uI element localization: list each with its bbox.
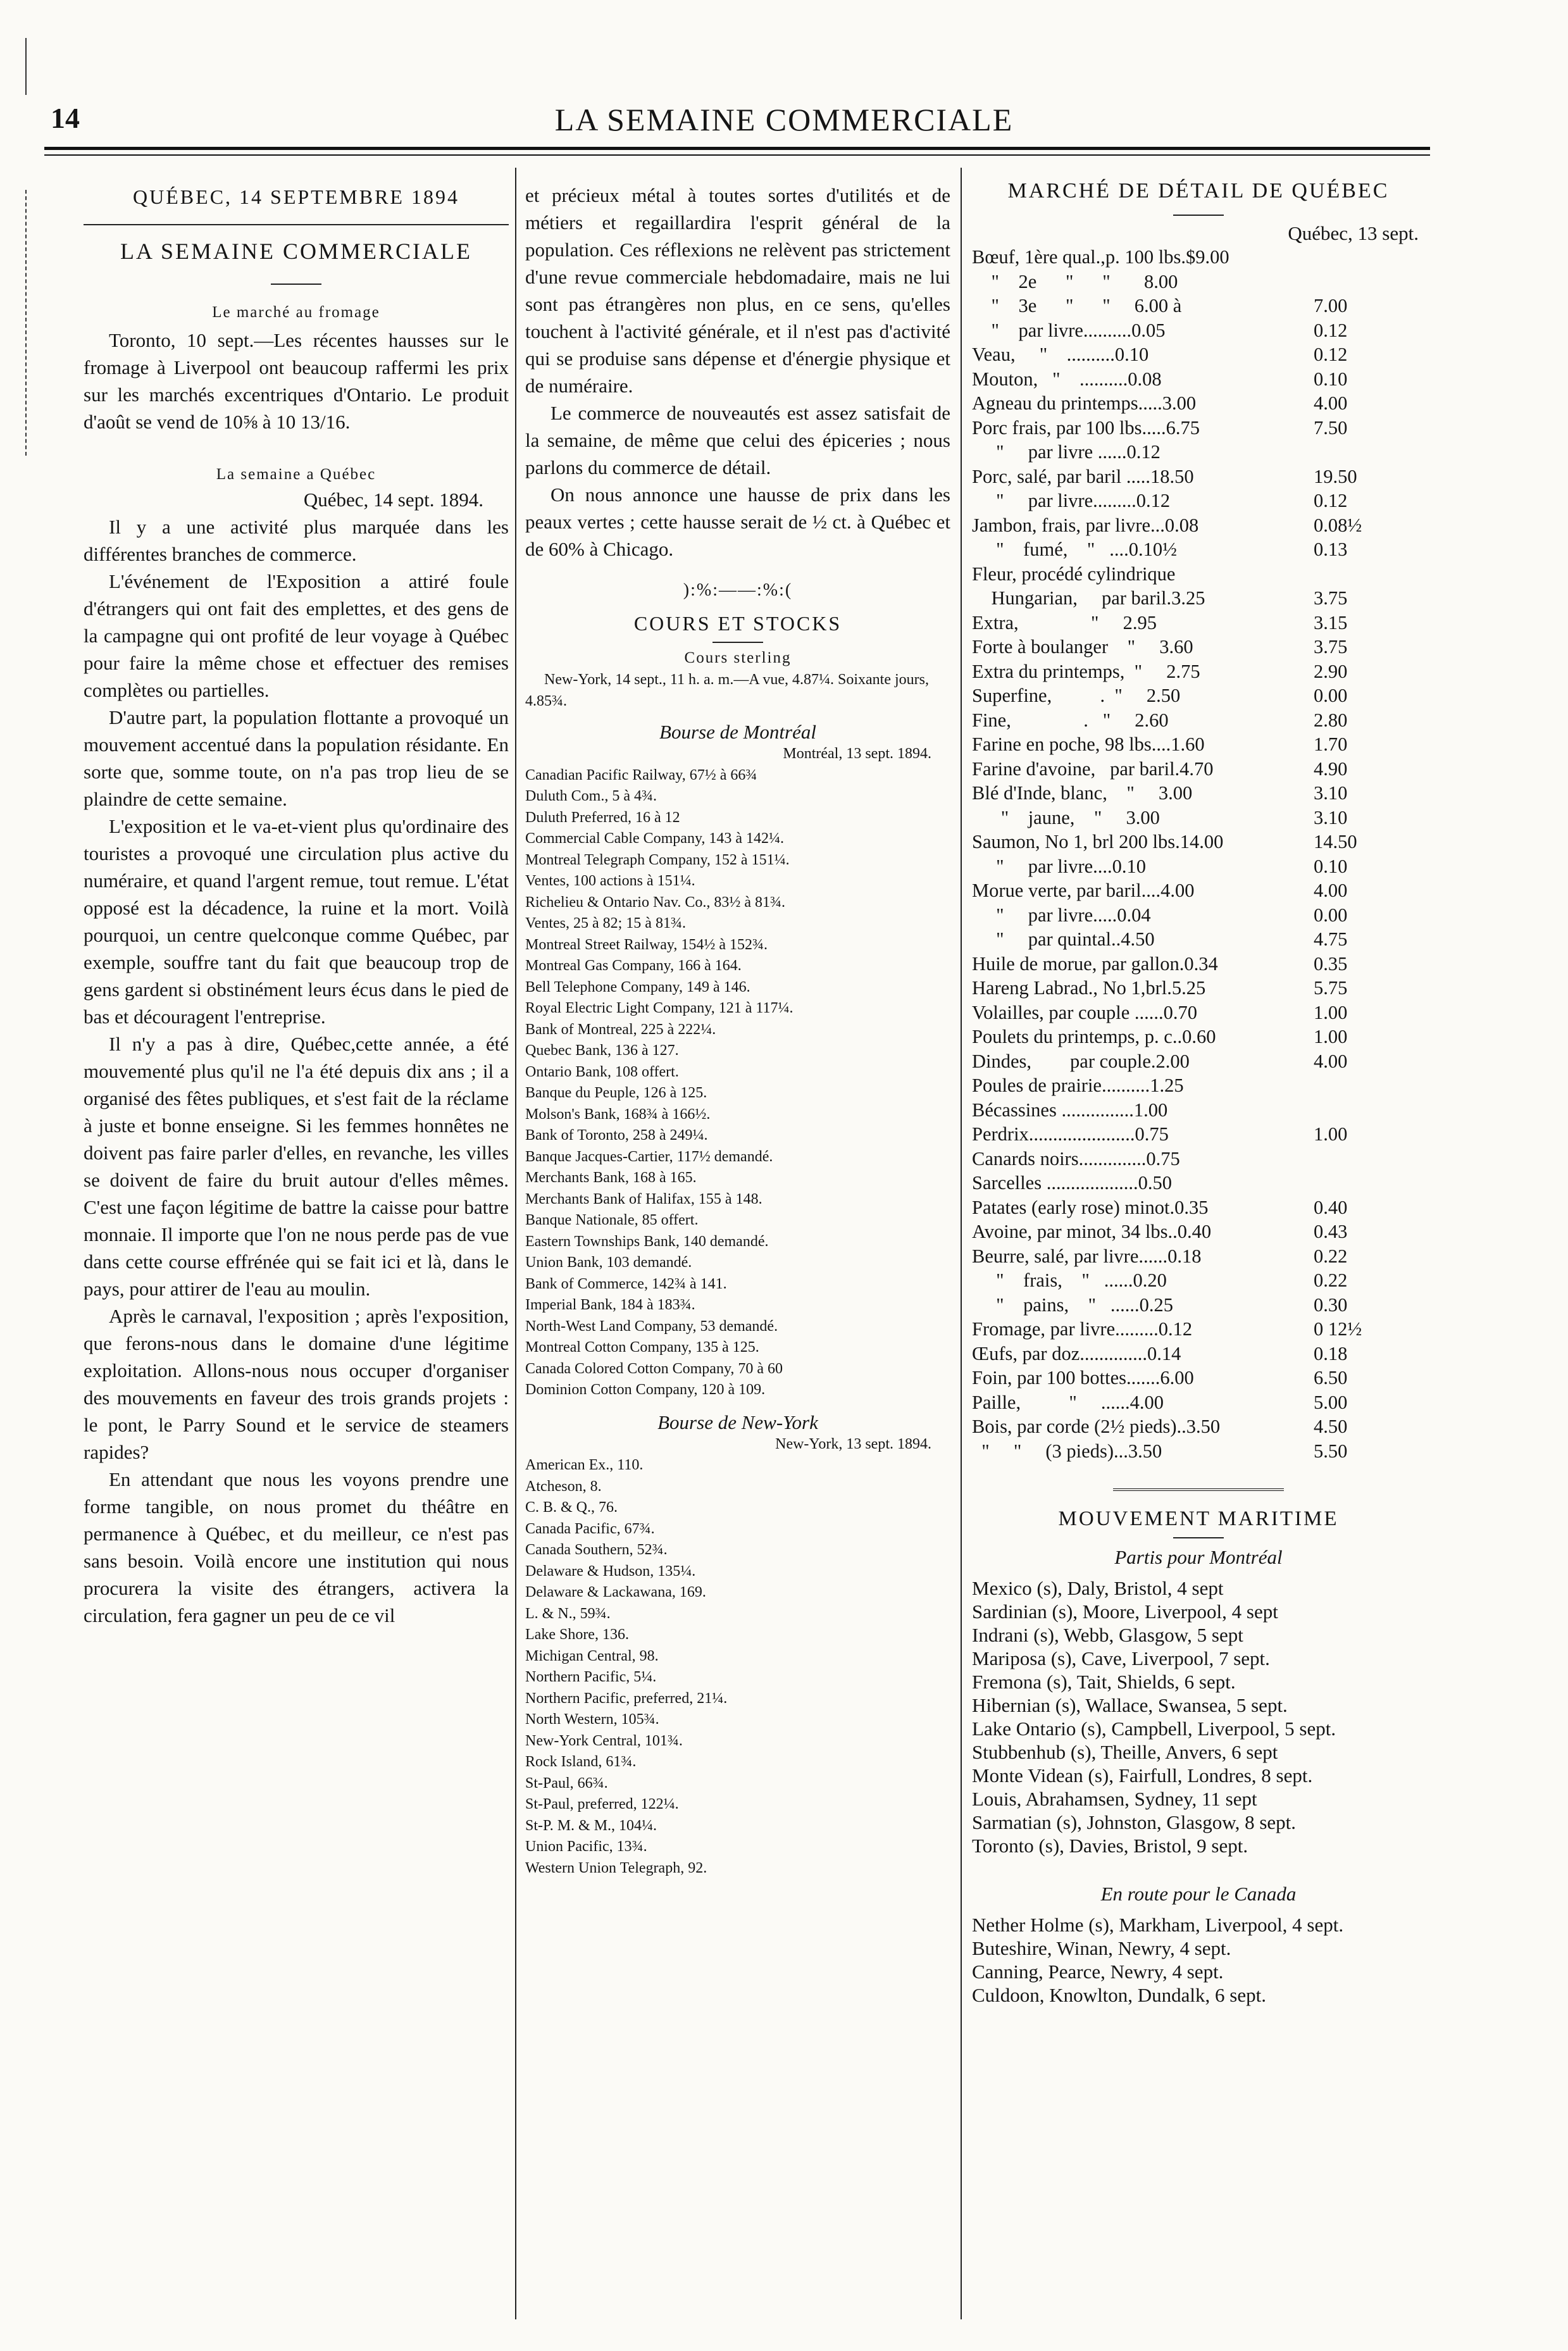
- market-item: " 2e " " 8.00: [972, 270, 1178, 292]
- montreal-list: [525, 765, 950, 1401]
- market-row: [972, 318, 1425, 343]
- market-row: [972, 1098, 1425, 1123]
- stock-quote: Delaware & Lackawana, 169.: [525, 1584, 706, 1600]
- market-price-high: 7.00: [1314, 295, 1348, 316]
- market-row: [972, 440, 1425, 465]
- stock-quote: C. B. & Q., 76.: [525, 1499, 618, 1516]
- sterling-heading: Cours sterling: [684, 649, 792, 666]
- market-item: Bécassines ...............1.00: [972, 1099, 1168, 1121]
- market-date: Québec, 13 sept.: [1288, 222, 1419, 244]
- stock-quote: Banque Nationale, 85 offert.: [525, 1212, 699, 1228]
- market-price-high: 0.40: [1314, 1196, 1348, 1218]
- market-item: Forte à boulanger " 3.60: [972, 636, 1193, 658]
- market-price-high: [1314, 1098, 1425, 1123]
- market-price-high: 5.50: [1314, 1440, 1348, 1462]
- paragraph: Le commerce de nouveautés est assez satisfait de la semaine, de même que celui des épiceries ; nous parlons du commerce de détail.: [525, 402, 950, 478]
- market-row: [972, 1219, 1425, 1244]
- stock-quote: Commercial Cable Company, 143 à 142¼.: [525, 830, 785, 847]
- market-price-high: 0.12: [1314, 490, 1348, 511]
- market-price-high: [1314, 440, 1425, 465]
- paragraph: D'autre part, la population flottante a provoqué un mouvement accentué dans la population résidante. En sorte que, somme toute, on n'a pas trop lieu de se plaindre de cette semaine.: [84, 706, 509, 810]
- market-row: [972, 1390, 1425, 1415]
- market-row: [972, 611, 1425, 635]
- market-price-high: 19.50: [1314, 465, 1357, 487]
- market-item: Blé d'Inde, blanc, " 3.00: [972, 782, 1193, 804]
- stock-quote: Canada Pacific, 67¾.: [525, 1520, 655, 1537]
- stock-quote: Canada Colored Cotton Company, 70 à 60: [525, 1360, 783, 1377]
- market-item: " par livre....0.10: [972, 855, 1147, 877]
- divider: [84, 224, 509, 225]
- market-row: [972, 537, 1425, 562]
- market-price-high: 0.22: [1314, 1269, 1348, 1291]
- market-price-high: 1.00: [1314, 1123, 1348, 1145]
- market-price-high: 2.90: [1314, 660, 1348, 682]
- paragraph: Il n'y a pas à dire, Québec,cette année, a été mouvementé plus qu'il ne l'a été depuis dix ans ; il a organisé des fêtes publiques, et s'est fait de la réclame à juste et bonne enseigne. Si les femmes honnêtes ne doivent pas faire parler d'elles, en revanche, les villes se doivent de faire du bruit autour d'elles mêmes. C'est une façon légitime de battre la caisse pour battre monnaie. Il importe que l'on ne nous perde pas de vue dans cette course effrénée qui se fait ici et là, dans le pays, pour attirer de l'eau au moulin.: [84, 1033, 509, 1300]
- market-row: [972, 854, 1425, 879]
- stock-quote: Michigan Central, 98.: [525, 1647, 659, 1664]
- paragraph: L'exposition et le va-et-vient plus qu'ordinaire des touristes a provoqué une circulation plus active du numéraire, et quand l'argent remue, tout remue. L'état opposé est la décadence, la ruine et la mort. Voilà pourquoi, un centre quelconque comme Québec, par exemple, souffre tant du fait que beaucoup trop de gens gardent si obstinément leurs écus dans le pied de bas et découragent l'entreprise.: [84, 815, 509, 1028]
- market-item: Avoine, par minot, 34 lbs..0.40: [972, 1221, 1212, 1242]
- cours-title: COURS ET STOCKS: [633, 612, 842, 635]
- stock-quote: Ontario Bank, 108 offert.: [525, 1063, 679, 1080]
- ship-entry: Hibernian (s), Wallace, Swansea, 5 sept.: [972, 1694, 1288, 1716]
- market-row: [972, 683, 1425, 708]
- ny-heading: Bourse de New-York: [657, 1411, 818, 1433]
- stock-quote: Bank of Montreal, 225 à 222¼.: [525, 1021, 716, 1038]
- market-price-high: 4.50: [1314, 1416, 1348, 1437]
- market-row: [972, 659, 1425, 684]
- market-item: " par quintal..4.50: [972, 928, 1155, 950]
- market-row: [972, 342, 1425, 367]
- market-row: [972, 1025, 1425, 1049]
- stock-quote: Bank of Commerce, 142¾ à 141.: [525, 1275, 727, 1292]
- ship-entry: Lake Ontario (s), Campbell, Liverpool, 5 sept.: [972, 1718, 1336, 1740]
- stock-quote: Ventes, 100 actions à 151¼.: [525, 873, 695, 889]
- margin-mark: [25, 38, 27, 95]
- market-row: [972, 781, 1425, 806]
- market-row: [972, 806, 1425, 830]
- market-item: Beurre, salé, par livre......0.18: [972, 1245, 1202, 1267]
- market-row: [972, 830, 1425, 854]
- market-price-high: 14.50: [1314, 831, 1357, 852]
- market-row: [972, 294, 1425, 318]
- stock-quote: American Ex., 110.: [525, 1457, 644, 1473]
- ornament: ):%:——:%:(: [683, 580, 793, 600]
- ornament-rule: [1113, 1488, 1284, 1491]
- market-price-high: 0.22: [1314, 1245, 1348, 1267]
- ship-entry: Culdoon, Knowlton, Dundalk, 6 sept.: [972, 1984, 1266, 2006]
- stock-quote: St-Paul, 66¾.: [525, 1774, 608, 1792]
- market-item: Extra du printemps, " 2.75: [972, 660, 1200, 682]
- market-price-high: 3.75: [1314, 587, 1348, 609]
- stock-quote: Montreal Cotton Company, 135 à 125.: [525, 1339, 759, 1356]
- market-price-high: 1.70: [1314, 733, 1348, 755]
- market-title: MARCHÉ DE DÉTAIL DE QUÉBEC: [1007, 179, 1390, 203]
- market-item: Fine, . " 2.60: [972, 709, 1169, 731]
- market-item: Farine en poche, 98 lbs....1.60: [972, 733, 1205, 755]
- market-item: Extra, " 2.95: [972, 611, 1157, 633]
- stock-quote: Duluth Preferred, 16 à 12: [525, 809, 680, 826]
- market-row: [972, 976, 1425, 1001]
- stock-quote: Merchants Bank of Halifax, 155 à 148.: [525, 1190, 762, 1207]
- stock-quote: Bank of Toronto, 258 à 249¼.: [525, 1127, 708, 1144]
- divider: [271, 284, 321, 285]
- divider: [712, 642, 763, 643]
- stock-quote: Delaware & Hudson, 135¼.: [525, 1562, 696, 1580]
- ship-entry: Canning, Pearce, Newry, 4 sept.: [972, 1961, 1224, 1983]
- stock-quote: Northern Pacific, preferred, 21¼.: [525, 1690, 728, 1707]
- market-row: [972, 489, 1425, 513]
- market-row: [972, 1171, 1425, 1195]
- ship-entry: Sardinian (s), Moore, Liverpool, 4 sept: [972, 1600, 1278, 1623]
- market-price-high: 3.75: [1314, 636, 1348, 658]
- market-row: [972, 757, 1425, 782]
- page-title: LA SEMAINE COMMERCIALE: [554, 102, 1014, 137]
- section-date: Québec, 14 sept. 1894.: [303, 489, 483, 511]
- maritime-title: MOUVEMENT MARITIME: [1058, 1507, 1339, 1530]
- market-row: [972, 1268, 1425, 1293]
- market-item: Fromage, par livre.........0.12: [972, 1318, 1193, 1340]
- market-table: [972, 245, 1425, 1463]
- ship-entry: Monte Videan (s), Fairfull, Londres, 8 sept.: [972, 1764, 1313, 1787]
- market-price-high: 0.00: [1314, 685, 1348, 706]
- paragraph: En attendant que nous les voyons prendre une forme tangible, on nous promet du théâtre en permanence à Québec, et du meilleur, ce n'est pas sans besoin. Voilà encore une institution qui nous procurera la visite des étrangers, activera la circulation, fera gagner un peu de ce vil: [84, 1468, 509, 1626]
- market-item: Foin, par 100 bottes.......6.00: [972, 1367, 1194, 1388]
- stock-quote: Ventes, 25 à 82; 15 à 81¾.: [525, 915, 686, 932]
- stock-quote: Canada Southern, 52¾.: [525, 1542, 668, 1558]
- market-item: Canards noirs..............0.75: [972, 1147, 1180, 1169]
- market-row: [972, 1147, 1425, 1171]
- ship-entry: Mexico (s), Daly, Bristol, 4 sept: [972, 1577, 1224, 1599]
- market-price-high: [1314, 1171, 1425, 1195]
- market-price-high: 6.50: [1314, 1367, 1348, 1388]
- stock-quote: North-West Land Company, 53 demandé.: [525, 1318, 778, 1335]
- market-item: " par livre.........0.12: [972, 490, 1171, 511]
- stock-quote: Eastern Townships Bank, 140 demandé.: [525, 1233, 769, 1250]
- market-row: [972, 708, 1425, 733]
- ny-list: [525, 1455, 950, 1879]
- stock-quote: Western Union Telegraph, 92.: [525, 1859, 707, 1876]
- market-row: [972, 927, 1425, 952]
- market-row: [972, 562, 1425, 587]
- market-price-high: [1314, 245, 1425, 270]
- market-row: [972, 270, 1425, 294]
- market-row: [972, 1049, 1425, 1074]
- column-divider: [961, 168, 962, 2319]
- stock-quote: Montreal Telegraph Company, 152 à 151¼.: [525, 851, 790, 868]
- market-row: [972, 1122, 1425, 1147]
- partis-list: [972, 1576, 1425, 1857]
- market-price-high: 4.75: [1314, 928, 1348, 950]
- stock-quote: Lake Shore, 136.: [525, 1626, 629, 1643]
- market-row: [972, 1001, 1425, 1025]
- stock-quote: St-P. M. & M., 104¼.: [525, 1817, 657, 1834]
- paragraph: Après le carnaval, l'exposition ; après l'exposition, que ferons-nous dans le domaine d'une légitime exploitation. Allons-nous nous occuper d'organiser des mouvements en faveur des trois grands projets : le pont, le Parry Sound et le service de steamers rapides?: [84, 1305, 509, 1463]
- ship-entry: Fremona (s), Tait, Shields, 6 sept.: [972, 1671, 1236, 1693]
- stock-quote: Bell Telephone Company, 149 à 146.: [525, 978, 750, 995]
- market-item: Poulets du printemps, p. c..0.60: [972, 1026, 1216, 1047]
- market-item: Farine d'avoine, par baril.4.70: [972, 758, 1214, 780]
- market-row: [972, 1244, 1425, 1269]
- market-row: [972, 391, 1425, 416]
- stock-quote: L. & N., 59¾.: [525, 1605, 611, 1622]
- market-price-high: 0.12: [1314, 319, 1348, 341]
- stock-quote: Montreal Gas Company, 166 à 164.: [525, 957, 742, 974]
- market-item: Porc, salé, par baril .....18.50: [972, 465, 1194, 487]
- market-row: [972, 586, 1425, 611]
- market-item: Poules de prairie..........1.25: [972, 1075, 1184, 1096]
- market-item: Œufs, par doz..............0.14: [972, 1342, 1181, 1364]
- montreal-date: Montréal, 13 sept. 1894.: [783, 745, 931, 762]
- market-row: [972, 1439, 1425, 1464]
- market-price-high: 0.35: [1314, 952, 1348, 975]
- market-item: " jaune, " 3.00: [972, 806, 1160, 828]
- montreal-heading: Bourse de Montréal: [659, 721, 816, 743]
- dateline: QUÉBEC, 14 SEPTEMBRE 1894: [133, 185, 459, 208]
- stock-quote: Canadian Pacific Railway, 67½ à 66¾: [525, 766, 757, 783]
- market-item: Fleur, procédé cylindrique: [972, 563, 1176, 585]
- stock-quote: Banque Jacques-Cartier, 117½ demandé.: [525, 1148, 773, 1165]
- market-row: [972, 245, 1425, 270]
- market-price-high: 1.00: [1314, 1001, 1348, 1023]
- divider: [1173, 215, 1224, 216]
- section-heading: La semaine a Québec: [216, 466, 376, 483]
- stock-quote: Quebec Bank, 136 à 127.: [525, 1042, 679, 1059]
- stock-quote: Montreal Street Railway, 154½ à 152¾.: [525, 936, 768, 953]
- ship-entry: Louis, Abrahamsen, Sydney, 11 sept: [972, 1788, 1257, 1810]
- market-item: " 3e " " 6.00 à: [972, 295, 1182, 316]
- column-2: [525, 168, 950, 1879]
- market-item: Morue verte, par baril....4.00: [972, 880, 1195, 901]
- page-number: 14: [51, 102, 80, 134]
- stock-quote: Dominion Cotton Company, 120 à 109.: [525, 1381, 766, 1398]
- market-price-high: 0.00: [1314, 904, 1348, 926]
- market-item: Jambon, frais, par livre...0.08: [972, 514, 1199, 536]
- market-item: " pains, " ......0.25: [972, 1294, 1174, 1316]
- market-item: Dindes, par couple.2.00: [972, 1050, 1190, 1072]
- market-price-high: 5.75: [1314, 977, 1348, 999]
- section-heading: Le marché au fromage: [212, 304, 380, 321]
- paragraph: et précieux métal à toutes sortes d'utilités et de métiers et regaillardira l'esprit général de la population. Ces réflexions ne relèvent pas strictement d'une revue commerciale hebdomadaire, mais ne lui sont pas étrangères non plus, en ce sens, qu'elles touchent à l'activité générale, et il n'est pas d'activité qui se produise sans dépense et d'énergie physique et de numéraire.: [525, 184, 950, 397]
- market-price-high: [1314, 1073, 1425, 1098]
- market-item: Superfine, . " 2.50: [972, 685, 1181, 706]
- market-price-high: [1314, 1147, 1425, 1171]
- column-divider: [515, 168, 516, 2319]
- market-price-high: 7.50: [1314, 416, 1348, 439]
- market-price-high: 1.00: [1314, 1026, 1348, 1047]
- stock-quote: Imperial Bank, 184 à 183¾.: [525, 1297, 695, 1313]
- market-item: Porc frais, par 100 lbs.....6.75: [972, 416, 1200, 439]
- route-list: [972, 1913, 1425, 2007]
- sterling-text: New-York, 14 sept., 11 h. a. m.—A vue, 4.87¼. Soixante jours, 4.85¾.: [525, 671, 929, 709]
- market-row: [972, 878, 1425, 903]
- market-item: Hungarian, par baril.3.25: [972, 587, 1205, 609]
- market-price-high: 0 12½: [1314, 1318, 1362, 1340]
- ship-entry: Nether Holme (s), Markham, Liverpool, 4 sept.: [972, 1914, 1344, 1936]
- market-item: Paille, " ......4.00: [972, 1391, 1164, 1413]
- market-item: Mouton, " ..........0.08: [972, 368, 1162, 390]
- market-item: Veau, " ..........0.10: [972, 344, 1149, 365]
- market-item: Sarcelles ...................0.50: [972, 1172, 1172, 1194]
- market-price-high: [1314, 270, 1425, 294]
- market-price-high: 0.08½: [1314, 514, 1362, 536]
- stock-quote: Merchants Bank, 168 à 165.: [525, 1169, 697, 1186]
- masthead: LA SEMAINE COMMERCIALE: [120, 239, 472, 264]
- market-row: [972, 1342, 1425, 1366]
- market-item: Bœuf, 1ère qual.,p. 100 lbs.$9.00: [972, 246, 1229, 268]
- market-price-high: 0.43: [1314, 1221, 1348, 1242]
- market-item: " frais, " ......0.20: [972, 1269, 1167, 1291]
- market-price-high: 3.10: [1314, 782, 1348, 804]
- column-3: [972, 168, 1425, 2007]
- market-item: Huile de morue, par gallon.0.34: [972, 952, 1218, 975]
- stock-quote: Molson's Bank, 168¾ à 166½.: [525, 1106, 711, 1123]
- market-price-high: 0.10: [1314, 855, 1348, 877]
- market-row: [972, 903, 1425, 928]
- market-item: Bois, par corde (2½ pieds)..3.50: [972, 1416, 1221, 1437]
- market-item: Hareng Labrad., No 1,brl.5.25: [972, 977, 1206, 999]
- market-price-high: 4.00: [1314, 392, 1348, 414]
- market-item: " par livre..........0.05: [972, 319, 1166, 341]
- stock-quote: Atcheson, 8.: [525, 1478, 602, 1495]
- market-item: Perdrix......................0.75: [972, 1123, 1169, 1145]
- market-item: " par livre ......0.12: [972, 441, 1160, 463]
- stock-quote: Richelieu & Ontario Nav. Co., 83½ à 81¾.: [525, 894, 786, 911]
- market-row: [972, 367, 1425, 392]
- article-body: [84, 513, 509, 1629]
- margin-mark: [25, 190, 27, 456]
- market-price-high: [1314, 562, 1425, 587]
- market-price-high: 0.30: [1314, 1294, 1348, 1316]
- ship-entry: Stubbenhub (s), Theille, Anvers, 6 sept: [972, 1741, 1278, 1763]
- market-price-high: 4.00: [1314, 1050, 1348, 1072]
- stock-quote: Royal Electric Light Company, 121 à 117¼.: [525, 1000, 793, 1016]
- paragraph: On nous annonce une hausse de prix dans les peaux vertes ; cette hausse serait de ½ ct. à Québec et de 60% à Chicago.: [525, 483, 950, 560]
- market-row: [972, 1293, 1425, 1318]
- market-price-high: 0.12: [1314, 344, 1348, 365]
- market-row: [972, 1195, 1425, 1220]
- ship-entry: Sarmatian (s), Johnston, Glasgow, 8 sept.: [972, 1811, 1297, 1833]
- divider: [1173, 1537, 1224, 1538]
- market-item: Patates (early rose) minot.0.35: [972, 1196, 1209, 1218]
- paragraph: L'événement de l'Exposition a attiré foule d'étrangers qui ont fait des emplettes, et des gens de la campagne qui ont profité de leur voyage à Québec pour faire la même chose et effectuer des remises complètes ou partielles.: [84, 570, 509, 701]
- paragraph: Il y a une activité plus marquée dans les différentes branches de commerce.: [84, 516, 509, 565]
- market-row: [972, 1073, 1425, 1098]
- market-item: Agneau du printemps.....3.00: [972, 392, 1197, 414]
- market-price-high: 0.18: [1314, 1342, 1348, 1364]
- market-row: [972, 465, 1425, 489]
- header-rule: [44, 147, 1430, 150]
- market-price-high: 0.13: [1314, 539, 1348, 560]
- market-row: [972, 635, 1425, 659]
- stock-quote: North Western, 105¾.: [525, 1711, 659, 1728]
- market-price-high: 3.10: [1314, 806, 1348, 828]
- stock-quote: Banque du Peuple, 126 à 125.: [525, 1085, 707, 1101]
- market-price-high: 4.90: [1314, 758, 1348, 780]
- partis-heading: Partis pour Montréal: [1114, 1546, 1283, 1568]
- ship-entry: Buteshire, Winan, Newry, 4 sept.: [972, 1937, 1231, 1959]
- stock-quote: St-Paul, preferred, 122¼.: [525, 1796, 679, 1812]
- ship-entry: Indrani (s), Webb, Glasgow, 5 sept: [972, 1624, 1243, 1646]
- stock-quote: New-York Central, 101¾.: [525, 1732, 683, 1749]
- route-heading: En route pour le Canada: [1100, 1883, 1297, 1905]
- ny-date: New-York, 13 sept. 1894.: [775, 1435, 931, 1452]
- header-rule: [44, 154, 1430, 156]
- market-price-high: 3.15: [1314, 611, 1348, 633]
- column-1: [84, 168, 509, 1629]
- stock-quote: Rock Island, 61¾.: [525, 1754, 637, 1770]
- market-price-high: 0.10: [1314, 368, 1348, 390]
- stock-quote: Duluth Com., 5 à 4¾.: [525, 788, 657, 804]
- market-row: [972, 416, 1425, 440]
- market-item: " " (3 pieds)...3.50: [972, 1440, 1162, 1462]
- ship-entry: Mariposa (s), Cave, Liverpool, 7 sept.: [972, 1647, 1270, 1669]
- stock-quote: Union Bank, 103 demandé.: [525, 1254, 692, 1271]
- market-price-high: 4.00: [1314, 880, 1348, 901]
- market-item: " fumé, " ....0.10½: [972, 539, 1177, 560]
- market-price-high: 2.80: [1314, 709, 1348, 731]
- market-row: [972, 1366, 1425, 1390]
- market-row: [972, 952, 1425, 976]
- market-row: [972, 1414, 1425, 1439]
- market-row: [972, 732, 1425, 757]
- paragraph: Toronto, 10 sept.—Les récentes hausses sur le fromage à Liverpool ont beaucoup raffermi les prix sur les marchés excentriques d'Ontario. Le produit d'août se vend de 10⅝ à 10 13/16.: [84, 329, 509, 433]
- market-row: [972, 1317, 1425, 1342]
- stock-quote: Union Pacific, 13¾.: [525, 1838, 647, 1855]
- stock-quote: Northern Pacific, 5¼.: [525, 1669, 657, 1685]
- market-item: " par livre.....0.04: [972, 904, 1151, 926]
- market-row: [972, 513, 1425, 538]
- market-price-high: 5.00: [1314, 1391, 1348, 1413]
- market-item: Volailles, par couple ......0.70: [972, 1001, 1198, 1023]
- ship-entry: Toronto (s), Davies, Bristol, 9 sept.: [972, 1835, 1248, 1857]
- market-item: Saumon, No 1, brl 200 lbs.14.00: [972, 831, 1224, 852]
